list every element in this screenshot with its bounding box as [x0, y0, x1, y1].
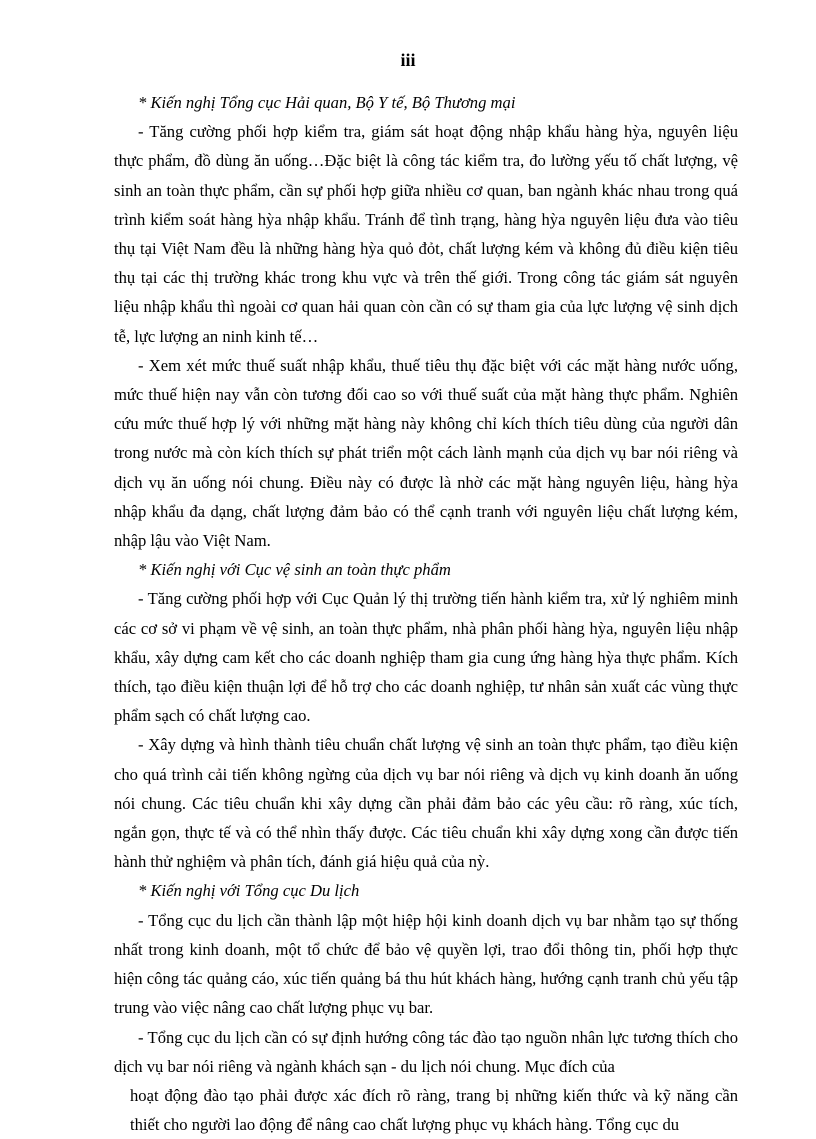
paragraph: - Tăng cường phối hợp kiểm tra, giám sát hoạt động nhập khẩu hàng hỳa, nguyên liệu thực phẩm, đồ dùng ăn uống…Đặc biệt là công tác kiểm tra, đo lường yếu tố chất lượng, vệ sinh an toàn thực phẩm, cần sự phối hợp giữa nhiều cơ quan, ban ngành khác nhau trong quá trình kiểm soát hàng hỳa nhập khẩu. Tránh để tình trạng, hàng hỳa nguyên liệu đưa vào tiêu thụ tại Việt Nam đều là những hàng hỳa quỏ đỏt, chất lượng kém và không đủ điều kiện tiêu thụ tại các thị trường khác trong khu vực và trên thế giới. Trong công tác giám sát nguyên liệu nhập khẩu thì ngoài cơ quan hải quan còn cần có sự tham gia của lực lượng vệ sinh dịch tễ, lực lượng an ninh kinh tế… [114, 122, 738, 346]
section-heading-food-safety: * Kiến nghị với Cục vệ sinh an toàn thực phẩm [138, 560, 451, 580]
paragraph: - Xem xét mức thuế suất nhập khẩu, thuế tiêu thụ đặc biệt với các mặt hàng nước uống, mức thuế hiện nay vẫn còn tương đối cao so với thuế suất của mặt hàng thực phẩm. Nghiên cứu mức thuế hợp lý với những mặt hàng này không chỉ kích thích tiêu dùng của người dân trong nước mà còn kích thích sự phát triển một cách lành mạnh của dịch vụ bar nói riêng và dịch vụ ăn uống nói chung. Điều này có được là nhờ các mặt hàng nguyên liệu, hàng hỳa nhập khẩu đa dạng, chất lượng đảm bảo có thể cạnh tranh với nguyên liệu chất lượng kém, nhập lậu vào Việt Nam. [114, 355, 738, 551]
paragraph: - Tăng cường phối hợp với Cục Quản lý thị trường tiến hành kiểm tra, xử lý nghiêm minh các cơ sở vi phạm về vệ sinh, an toàn thực phẩm, nhà phân phối hàng hỳa, nguyên liệu nhập khẩu, xây dựng cam kết cho các doanh nghiệp tham gia cung ứng hàng hỳa thực phẩm. Kích thích, tạo điều kiện thuận lợi để hỗ trợ cho các doanh nghiệp, tư nhân sản xuất các vùng thực phẩm sạch có chất lượng cao. [114, 589, 738, 726]
paragraph: - Tổng cục du lịch cần thành lập một hiệp hội kinh doanh dịch vụ bar nhằm tạo sự thống nhất trong kinh doanh, một tổ chức để bảo vệ quyền lợi, trao đổi thông tin, phối hợp thực hiện công tác quảng cáo, xúc tiến quảng bá thu hút khách hàng, hướng cạnh tranh chủ yếu tập trung vào việc nâng cao chất lượng phục vụ bar. [114, 910, 738, 1018]
paragraph-continued: hoạt động đào tạo phải được xác đích rõ ràng, trang bị những kiến thức và kỹ năng cần thiết cho người lao động để nâng cao chất lượng phục vụ khách hàng. Tổng cục du [130, 1085, 738, 1135]
section-heading-customs: * Kiến nghị Tổng cục Hải quan, Bộ Y tế, Bộ Thương mại [138, 93, 516, 112]
document-body [114, 88, 738, 1139]
page-number: iii [400, 50, 416, 70]
paragraph: - Tổng cục du lịch cần có sự định hướng công tác đào tạo nguồn nhân lực tương thích cho dịch vụ bar nói riêng và ngành khách sạn - du lịch nói chung. Mục đích của [114, 1027, 738, 1076]
paragraph: - Xây dựng và hình thành tiêu chuẩn chất lượng vệ sinh an toàn thực phẩm, tạo điều kiện cho quá trình cải tiến không ngừng của dịch vụ bar nói riêng và dịch vụ kinh doanh ăn uống nói chung. Các tiêu chuẩn khi xây dựng cần phải đảm bảo các yêu cầu: rõ ràng, xúc tích, ngắn gọn, thực tế và có thể nhìn thấy được. Các tiêu chuẩn khi xây dựng xong cần được tiến hành thử nghiệm và phân tích, đánh giá hiệu quả của nỳ. [114, 735, 738, 872]
section-heading-tourism: * Kiến nghị với Tổng cục Du lịch [138, 881, 360, 901]
